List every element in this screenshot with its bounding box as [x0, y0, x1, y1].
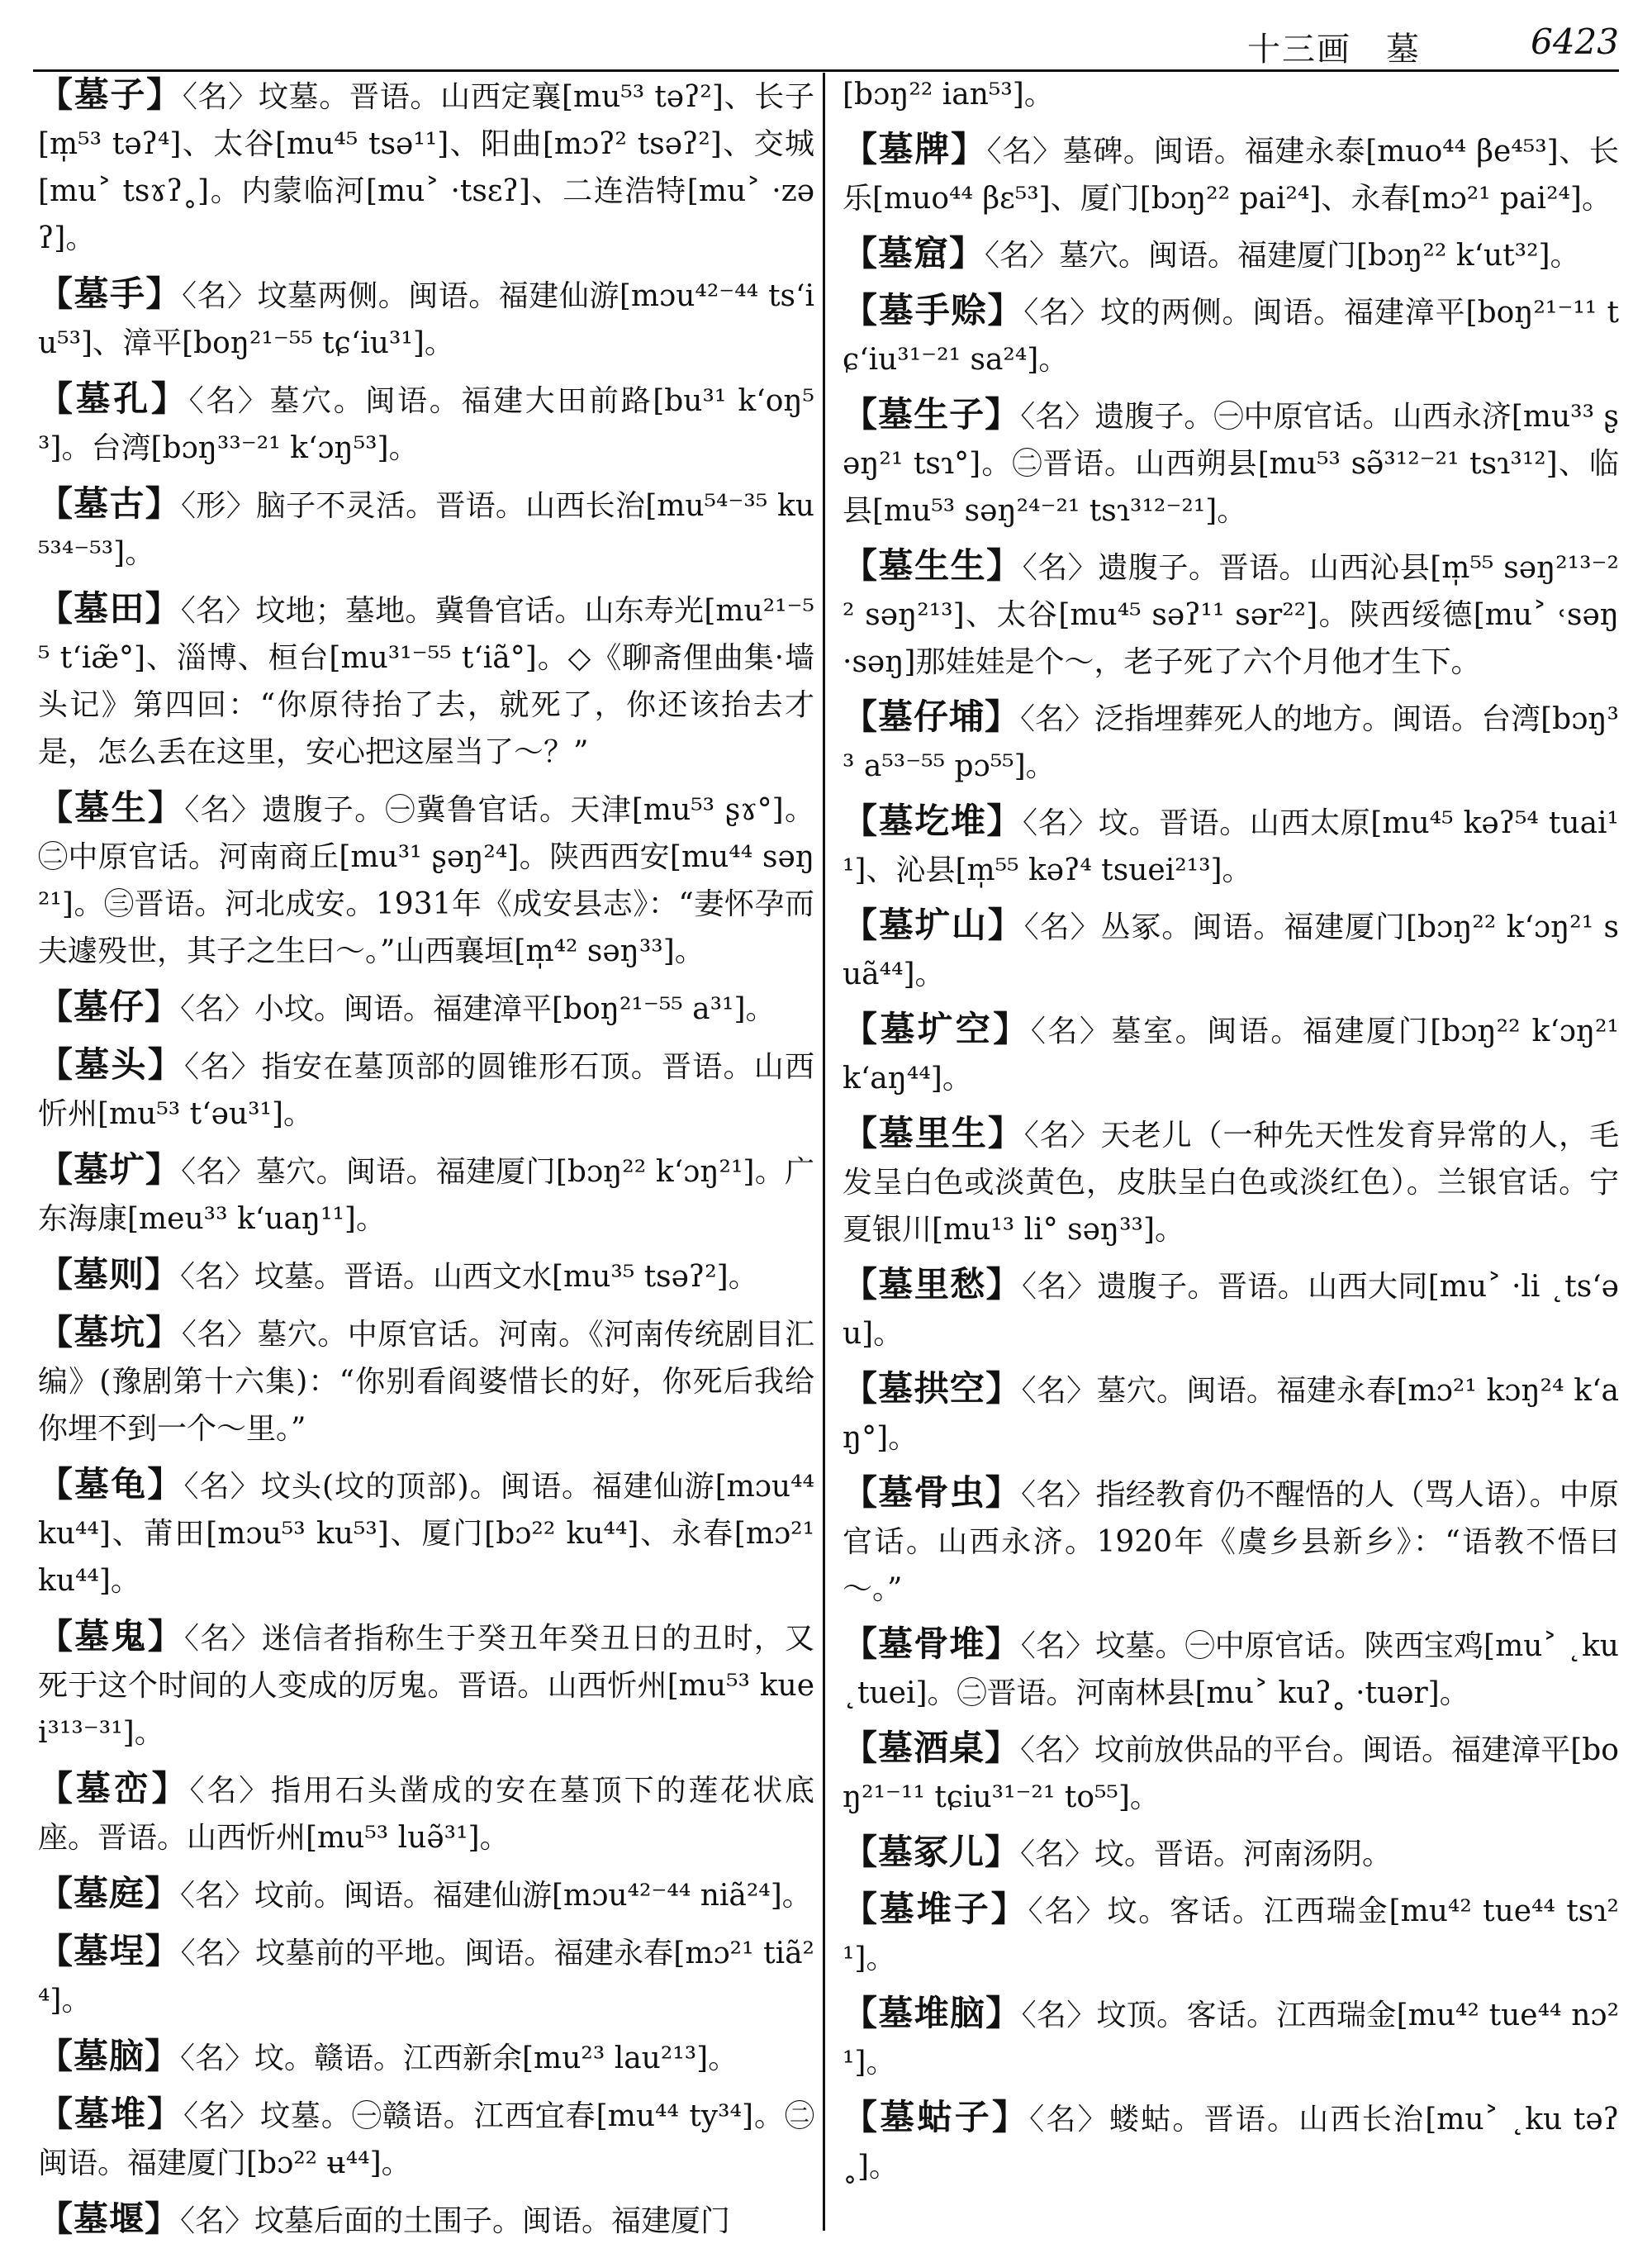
dictionary-entry — [38, 1251, 814, 1300]
entry-headword: 【墓窟】 — [843, 233, 985, 273]
entry-text: 〈名〉坟前。闽语。福建仙游[mɔu⁴²⁻⁴⁴ niã²⁴]。 — [180, 1879, 812, 1913]
entry-text: 〈名〉墓碑。闽语。福建永泰[muo⁴⁴ βe⁴⁵³]、长乐[muo⁴⁴ βɛ⁵³]、厦门[bɔŋ²² pai²⁴]、永春[mɔ²¹ pai²⁴]。 — [843, 135, 1619, 216]
entry-text: 〈名〉墓穴。闽语。福建永春[mɔ²¹ kɔŋ²⁴ k‘aŋ°]。 — [843, 1374, 1619, 1455]
entry-headword: 【墓骨虫】 — [843, 1472, 1021, 1513]
entry-headword: 【墓坑】 — [38, 1312, 182, 1352]
page-header — [33, 18, 1619, 68]
dictionary-entry — [38, 983, 814, 1033]
entry-text: 〈名〉坟墓。㊀中原官话。陕西宝鸡[mu˃ ˛ku ˛tuei]。㊁晋语。河南林县[mu˃ kuʔ˳ ·tuər]。 — [843, 1629, 1619, 1710]
entry-headword: 【墓头】 — [38, 1044, 184, 1085]
entry-text: 〈名〉泛指埋葬死人的地方。闽语。台湾[bɔŋ³³ a⁵³⁻⁵⁵ pɔ⁵⁵]。 — [843, 702, 1619, 783]
entry-headword: 【墓庭】 — [38, 1873, 181, 1913]
entry-headword: 【墓拱空】 — [843, 1368, 1022, 1409]
entry-headword: 【墓牌】 — [843, 129, 987, 169]
entry-text: 〈名〉迷信者指称生于癸丑年癸丑日的丑时，又死于这个时间的人变成的厉鬼。晋语。山西忻州[mu⁵³ kuei³¹³⁻³¹]。 — [38, 1622, 814, 1750]
entry-headword: 【墓子】 — [38, 74, 183, 115]
dictionary-entry — [38, 1870, 814, 1919]
entry-text: 〈名〉指经教育仍不醒悟的人（骂人语）。中原官话。山西永济。1920年《虞乡县新乡》：“语教不悟曰～。” — [843, 1478, 1619, 1606]
entry-headword: 【墓生】 — [38, 787, 185, 828]
entry-text: 〈名〉蝼蛄。晋语。山西长治[mu˃ ˛ku təʔ˳]。 — [843, 2103, 1619, 2184]
dictionary-entry — [38, 1613, 814, 1756]
dictionary-entry — [843, 1620, 1619, 1717]
entry-text: 〈名〉丛冢。闽语。福建厦门[bɔŋ²² k‘ɔŋ²¹ suã⁴⁴]。 — [843, 910, 1619, 991]
dictionary-entry — [843, 1005, 1619, 1102]
entry-headword: 【墓圪堆】 — [843, 801, 1023, 841]
entry-text: 〈名〉墓室。闽语。福建厦门[bɔŋ²² k‘ɔŋ²¹ k‘aŋ⁴⁴]。 — [843, 1015, 1619, 1096]
dictionary-entry — [843, 126, 1619, 222]
dictionary-entry — [38, 480, 814, 577]
entry-headword: 【墓生生】 — [843, 545, 1023, 586]
dictionary-entry — [38, 2090, 814, 2187]
entry-text: 〈名〉坟头(坟的顶部)。闽语。福建仙游[mɔu⁴⁴ ku⁴⁴]、莆田[mɔu⁵³ ku⁵³]、厦门[bɔ²² ku⁴⁴]、永春[mɔ²¹ ku⁴⁴]。 — [38, 1470, 814, 1598]
dictionary-entry — [843, 1261, 1619, 1357]
entry-text: 〈名〉坟墓两侧。闽语。福建仙游[mɔu⁴²⁻⁴⁴ ts‘iu⁵³]、漳平[boŋ²¹⁻⁵⁵ tɕ‘iu³¹]。 — [38, 279, 814, 360]
entry-text: 〈名〉墓穴。闽语。福建厦门[bɔŋ²² k‘ɔŋ²¹]。广东海康[meu³³ k‘uaŋ¹¹]。 — [38, 1155, 814, 1236]
entry-text: 〈名〉坟。客话。江西瑞金[mu⁴² tue⁴⁴ tsɿ²¹]。 — [843, 1894, 1619, 1975]
dictionary-entry — [38, 71, 814, 262]
entry-text: 〈名〉指安在墓顶部的圆锥形石顶。晋语。山西忻州[mu⁵³ t‘əu³¹]。 — [38, 1050, 814, 1131]
entry-headword: 【墓埕】 — [38, 1931, 181, 1971]
entry-headword: 【墓蛄子】 — [843, 2097, 1030, 2137]
entry-headword: 【墓圹山】 — [843, 905, 1024, 945]
dictionary-entry — [843, 1365, 1619, 1462]
entry-headword: 【墓仔埔】 — [843, 696, 1021, 737]
entry-text: 〈名〉墓穴。中原官话。河南。《河南传统剧目汇编》(豫剧第十六集)：“你别看阎婆惜长的好，你死后我给你埋不到一个～里。” — [38, 1318, 814, 1446]
entry-headword: 【墓峦】 — [38, 1768, 190, 1809]
entry-headword: 【墓酒桌】 — [843, 1728, 1021, 1768]
dictionary-entry — [843, 230, 1619, 279]
entry-text: 〈名〉遗腹子。晋语。山西沁县[m̩⁵⁵ səŋ²¹³⁻²² səŋ²¹³]、太谷[mu⁴⁵ səʔ¹¹ sər²²]。陕西绥德[mu˃ ˓səŋ ·səŋ]那娃娃是个～，老子死了六个月他才生下。 — [843, 551, 1619, 679]
dictionary-entry — [38, 2195, 814, 2245]
entry-headword: 【墓堆】 — [38, 2094, 183, 2134]
entry-headword: 【墓堰】 — [38, 2198, 181, 2239]
column-divider — [823, 73, 825, 2231]
right-column — [843, 71, 1619, 2198]
entry-text: 〈名〉小坟。闽语。福建漳平[boŋ²¹⁻⁵⁵ a³¹]。 — [180, 992, 776, 1026]
dictionary-entry — [843, 1989, 1619, 2086]
dictionary-entry — [38, 1041, 814, 1138]
dictionary-entry — [843, 797, 1619, 894]
dictionary-entry — [843, 2094, 1619, 2190]
dictionary-entry — [38, 1146, 814, 1243]
dictionary-entry — [843, 71, 1619, 118]
entry-text: 〈名〉坟的两侧。闽语。福建漳平[boŋ²¹⁻¹¹ tɕ‘iu³¹⁻²¹ sa²⁴]。 — [843, 296, 1619, 377]
dictionary-entry — [38, 1765, 814, 1861]
page-number: 6423 — [1531, 21, 1619, 62]
entry-text: 〈名〉坟。晋语。河南汤阴。 — [1020, 1837, 1393, 1871]
entry-headword: 【墓鬼】 — [38, 1616, 184, 1656]
entry-headword: 【墓仔】 — [38, 986, 181, 1027]
entry-headword: 【墓圹】 — [38, 1149, 182, 1190]
dictionary-entry — [843, 1885, 1619, 1982]
dictionary-entry — [38, 784, 814, 975]
entry-text: 〈名〉坟地；墓地。冀鲁官话。山东寿光[mu²¹⁻⁵⁵ t‘iæ̃°]、淄博、桓台[mu³¹⁻⁵⁵ t‘iã°]。◇《聊斋俚曲集·墙头记》第四回：“你原待抬了去，就死了，你还该抬去才是，怎么丢在这里，安心把这屋当了～？” — [38, 594, 814, 769]
entry-text: 〈名〉坟墓。晋语。山西定襄[mu⁵³ təʔ²]、长子[m̩⁵³ təʔ⁴]、太谷[mu⁴⁵ tsə¹¹]、阳曲[mɔʔ² tsəʔ²]、交城[mu˃ tsɤʔ˳]。内蒙临河[mu˃ ·tsɛʔ]、二连浩特[mu˃ ·zəʔ]。 — [38, 80, 814, 255]
dictionary-entry — [843, 1469, 1619, 1613]
entry-text: 〈名〉指用石头凿成的安在墓顶下的莲花状底座。晋语。山西忻州[mu⁵³ luə̃³¹]。 — [38, 1774, 814, 1855]
entry-text: [bɔŋ²² ian⁵³]。 — [843, 78, 1054, 112]
section-title: 十三画 墓 — [1247, 31, 1421, 69]
entry-text: 〈名〉坟墓。㊀赣语。江西宜春[mu⁴⁴ ty³⁴]。㊁闽语。福建厦门[bɔ²² ʉ⁴⁴]。 — [38, 2099, 814, 2180]
entry-text: 〈名〉坟顶。客话。江西瑞金[mu⁴² tue⁴⁴ nɔ²¹]。 — [843, 1999, 1619, 2080]
entry-text: 〈名〉坟墓前的平地。闽语。福建永春[mɔ²¹ tiã²⁴]。 — [38, 1937, 814, 2018]
entry-headword: 【墓脑】 — [38, 2036, 181, 2076]
entry-text: 〈名〉天老儿（一种先天性发育异常的人，毛发呈白色或淡黄色，皮肤呈白色或淡红色）。兰银官话。宁夏银川[mu¹³ li° səŋ³³]。 — [843, 1119, 1619, 1247]
dictionary-entry — [843, 901, 1619, 998]
entry-headword: 【墓堆子】 — [843, 1889, 1028, 1929]
entry-headword: 【墓龟】 — [38, 1464, 184, 1504]
entry-headword: 【墓田】 — [38, 588, 181, 629]
dictionary-entry — [38, 2032, 814, 2082]
entry-headword: 【墓生子】 — [843, 394, 1021, 435]
entry-text: 〈形〉脑子不灵活。晋语。山西长治[mu⁵⁴⁻³⁵ ku⁵³⁴⁻⁵³]。 — [38, 489, 814, 570]
left-column — [38, 71, 814, 2253]
entry-text: 〈名〉墓穴。闽语。福建厦门[bɔŋ²² k‘ut³²]。 — [985, 239, 1580, 273]
dictionary-entry — [843, 1724, 1619, 1821]
entry-text: 〈名〉遗腹子。㊀冀鲁官话。天津[mu⁵³ ʂɤ°]。㊁中原官话。河南商丘[mu³¹ ʂəŋ²⁴]。陕西西安[mu⁴⁴ səŋ²¹]。㊂晋语。河北成安。1931年《成安县志》：“妻怀孕而夫遽殁世，其子之生曰～。”山西襄垣[m̩⁴² səŋ³³]。 — [38, 793, 814, 968]
dictionary-entry — [843, 693, 1619, 790]
entry-text: 〈名〉坟墓后面的土围子。闽语。福建厦门 — [180, 2204, 731, 2238]
entry-headword: 【墓里愁】 — [843, 1264, 1023, 1305]
entry-headword: 【墓里生】 — [843, 1113, 1024, 1153]
entry-text: 〈名〉坟。赣语。江西新余[mu²³ lau²¹³]。 — [180, 2041, 738, 2075]
dictionary-entry — [38, 585, 814, 776]
entry-headword: 【墓手赊】 — [843, 290, 1024, 330]
entry-text: 〈名〉坟前放供品的平台。闽语。福建漳平[boŋ²¹⁻¹¹ tɕiu³¹⁻²¹ to⁵⁵]。 — [843, 1733, 1619, 1814]
entry-headword: 【墓手】 — [38, 273, 183, 314]
entry-headword: 【墓圹空】 — [843, 1009, 1031, 1049]
dictionary-entry — [38, 1309, 814, 1452]
entry-text: 〈名〉遗腹子。晋语。山西大同[mu˃ ·li ˛ts‘əu]。 — [843, 1270, 1619, 1351]
dictionary-entry — [843, 1828, 1619, 1878]
dictionary-entry — [38, 1927, 814, 2024]
dictionary-entry — [843, 391, 1619, 535]
dictionary-entry — [843, 542, 1619, 686]
entry-headword: 【墓则】 — [38, 1254, 181, 1295]
entry-headword: 【墓古】 — [38, 483, 182, 524]
dictionary-entry — [843, 287, 1619, 383]
dictionary-entry — [38, 270, 814, 367]
entry-text: 〈名〉坟墓。晋语。山西文水[mu³⁵ tsəʔ²]。 — [180, 1260, 758, 1294]
entry-text: 〈名〉坟。晋语。山西太原[mu⁴⁵ kəʔ⁵⁴ tuai¹¹]、沁县[m̩⁵⁵ kəʔ⁴ tsuei²¹³]。 — [843, 806, 1619, 887]
entry-text: 〈名〉遗腹子。㊀中原官话。山西永济[mu³³ ʂəŋ²¹ tsɿ°]。㊁晋语。山西朔县[mu⁵³ sə̃³¹²⁻²¹ tsɿ³¹²]、临县[mu⁵³ səŋ²⁴⁻²¹ tsɿ³¹²⁻²¹]。 — [843, 400, 1619, 528]
entry-headword: 【墓冢儿】 — [843, 1832, 1021, 1872]
entry-headword: 【墓堆脑】 — [843, 1993, 1022, 2033]
dictionary-entry — [38, 1461, 814, 1604]
dictionary-entry — [38, 375, 814, 472]
entry-text: 〈名〉墓穴。闽语。福建大田前路[bu³¹ k‘oŋ⁵³]。台湾[bɔŋ³³⁻²¹ k‘ɔŋ⁵³]。 — [38, 384, 814, 465]
entry-headword: 【墓孔】 — [38, 378, 189, 419]
dictionary-entry — [843, 1110, 1619, 1253]
entry-headword: 【墓骨堆】 — [843, 1623, 1021, 1664]
